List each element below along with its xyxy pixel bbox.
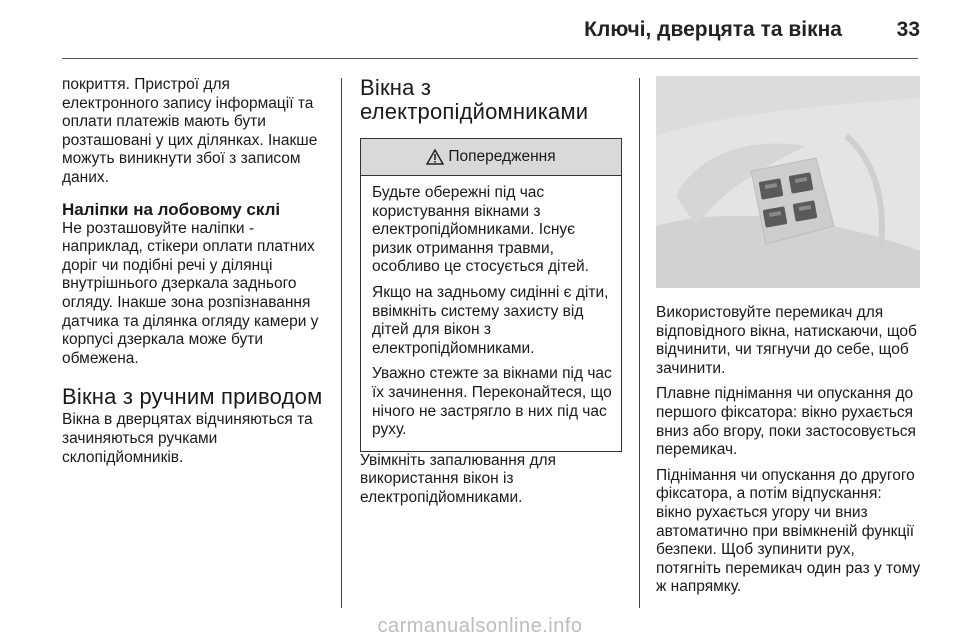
column-left [62,76,324,474]
warning-paragraph-closing: Уважно стежте за вікнами під час їх зачинення. Переконайтеся, що нічого не застрягло в них під час руху. [372,365,612,439]
paragraph-coating: покриття. Пристрої для електронного запису інформації та оплати платежів мають бути розташовані у цих ділянках. Інакше можуть виникнути збої з записом даних. [62,76,318,186]
warning-title: Попередження [448,147,556,165]
column-middle [360,76,622,515]
column-right [656,76,921,604]
header-title: Ключі, дверцята та вікна [584,18,842,41]
paragraph-switch-use: Використовуйте перемикач для відповідного вікна, натискаючи, щоб відчинити, чи тягнучи до себе, щоб зачинити. [656,304,917,377]
paragraph-first-detent: Плавне піднімання чи опускання до першого фіксатора: вікно рухається вниз або вгору, поки застосовується перемикач. [656,385,916,459]
warning-paragraph-child-lock: Якщо на задньому сидінні є діти, ввімкніть систему захисту від дітей для вікон з електропідйомниками. [372,283,609,357]
warning-triangle-icon [426,149,444,165]
paragraph-manual-windows: Вікна в дверцятах відчиняються та зачиняються ручками склопідйомників. [62,411,313,466]
column-divider-1 [341,78,342,608]
page-number: 33 [896,18,920,41]
heading-manual-windows: Вікна з ручним приводом [62,384,323,410]
paragraph-ignition: Увімкніть запалювання для використання вікон із електропідйомниками. [360,451,556,506]
paragraph-stickers: Не розташовуйте наліпки - наприклад, стікери оплати платних доріг чи подібні речі у ділянці внутрішнього дзеркала заднього огляду. Інакше зона розпізнавання датчика та ділянка огляду камери у корпусі дзеркала може бути обмежена. [62,219,319,367]
warning-paragraph-care: Будьте обережні під час користування вікнами з електропідйомниками. Існує ризик отримання травми, особливо це стосується дітей. [372,184,589,276]
warning-header [361,139,621,176]
window-switch-illustration [656,76,920,288]
warning-body [361,176,621,451]
heading-power-windows: Вікна з електропідйомниками [360,75,589,124]
paragraph-second-detent: Піднімання чи опускання до другого фіксатора, а потім відпускання: вікно рухається угору чи вниз автоматично при ввімкненій функції безпеки. Щоб зупинити рух, потягніть перемикач один раз у тому ж напрямку. [656,466,921,596]
warning-box [360,138,622,452]
heading-windshield-stickers: Наліпки на лобовому склі [62,199,281,219]
header-divider [62,58,918,59]
column-divider-2 [639,78,640,608]
watermark: carmanualsonline.info [377,615,583,637]
